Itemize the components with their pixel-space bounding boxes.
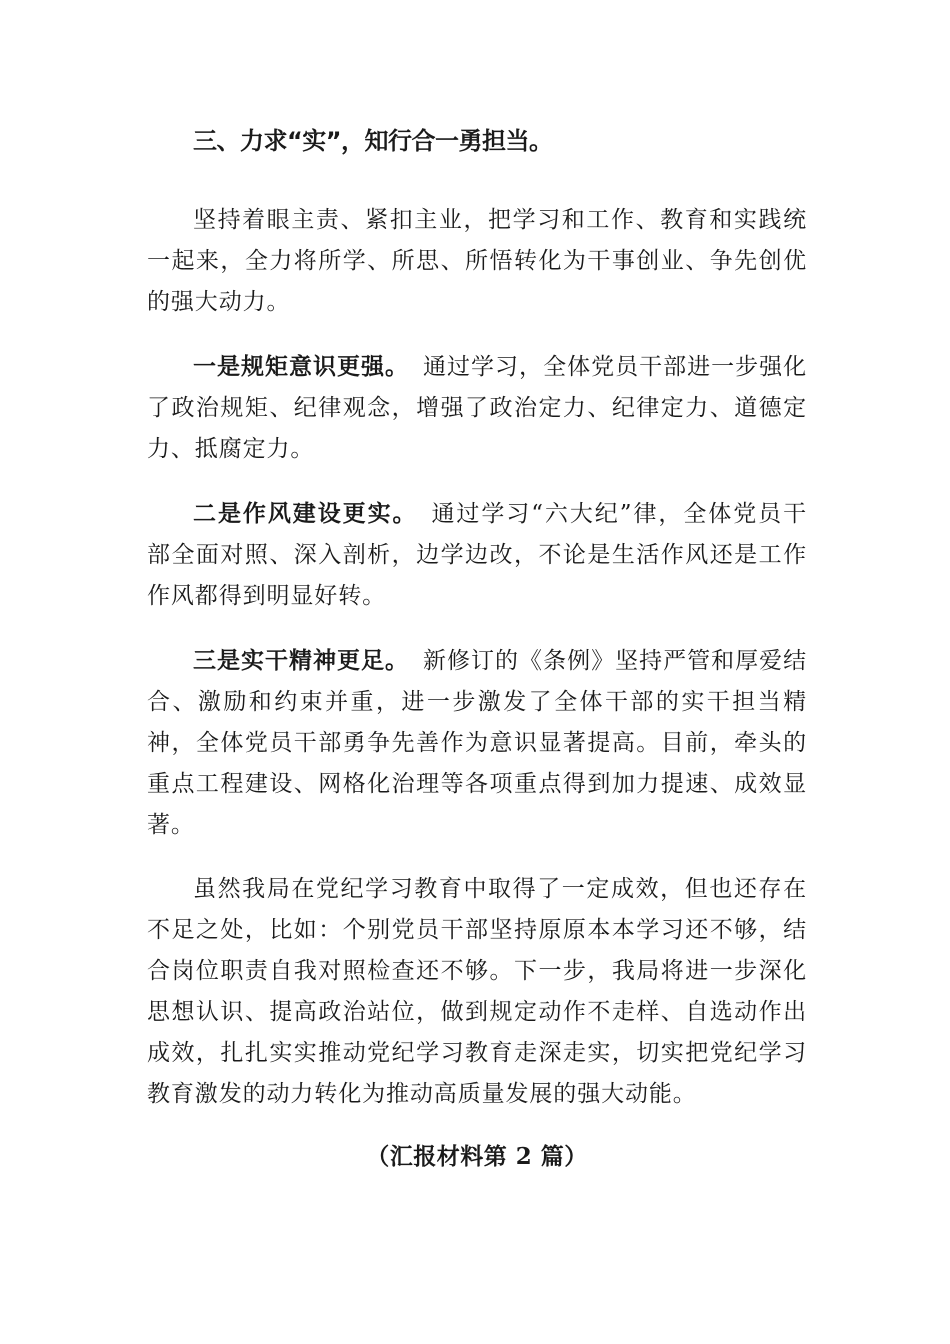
closing-paragraph: 虽然我局在党纪学习教育中取得了一定成效，但也还存在不足之处，比如：个别党员干部坚持原原本本学习还不够，结合岗位职责自我对照检查还不够。下一步，我局将进一步深化思想认识、提高政治站位，做到规定动作不走样、自选动作出成效，扎扎实实推动党纪学习教育走深走实，切实把党纪学习教育激发的动力转化为推动高质量发展的强大动能。 <box>147 876 807 1107</box>
point-lead-2: 二是作风建设更实。 <box>193 500 418 527</box>
section-heading: 三、力求“实”，知行合一勇担当。 <box>193 127 553 155</box>
intro-paragraph: 坚持着眼主责、紧扣主业，把学习和工作、教育和实践统一起来，全力将所学、所思、所悟转化为干事创业、争先创优的强大动力。 <box>147 207 807 315</box>
point-text-2: 通过学习“六大纪”律，全体党员干 部全面对照、深入剖析，边学边改，不论是生活作风还是工作 作风都得到明显好转。 <box>147 501 807 609</box>
point-text-3: 新修订的《条例》坚持严管和厚爱结合、激励和约束并重，进一步激发了全体干部的实干担当精神，全体党员干部勇争先善作为意识显著提高。目前，牵头的重点工程建设、网格化治理等各项重点得到加力提速、成效显著。 <box>147 648 807 838</box>
point-lead-3: 三是实干精神更足。 <box>193 647 410 674</box>
point-text-1: 通过学习，全体党员干部进一步强化了政治规矩、纪律观念，增强了政治定力、纪律定力、道德定力、抵腐定力。 <box>147 354 807 462</box>
footer-title: （汇报材料第 2 篇） <box>366 1143 588 1170</box>
document-page <box>147 118 807 1177</box>
point-paragraph-3 <box>147 640 807 846</box>
point-lead-1: 一是规矩意识更强。 <box>193 353 410 380</box>
point-paragraph-2 <box>147 493 807 617</box>
point-paragraph-1 <box>147 346 807 470</box>
